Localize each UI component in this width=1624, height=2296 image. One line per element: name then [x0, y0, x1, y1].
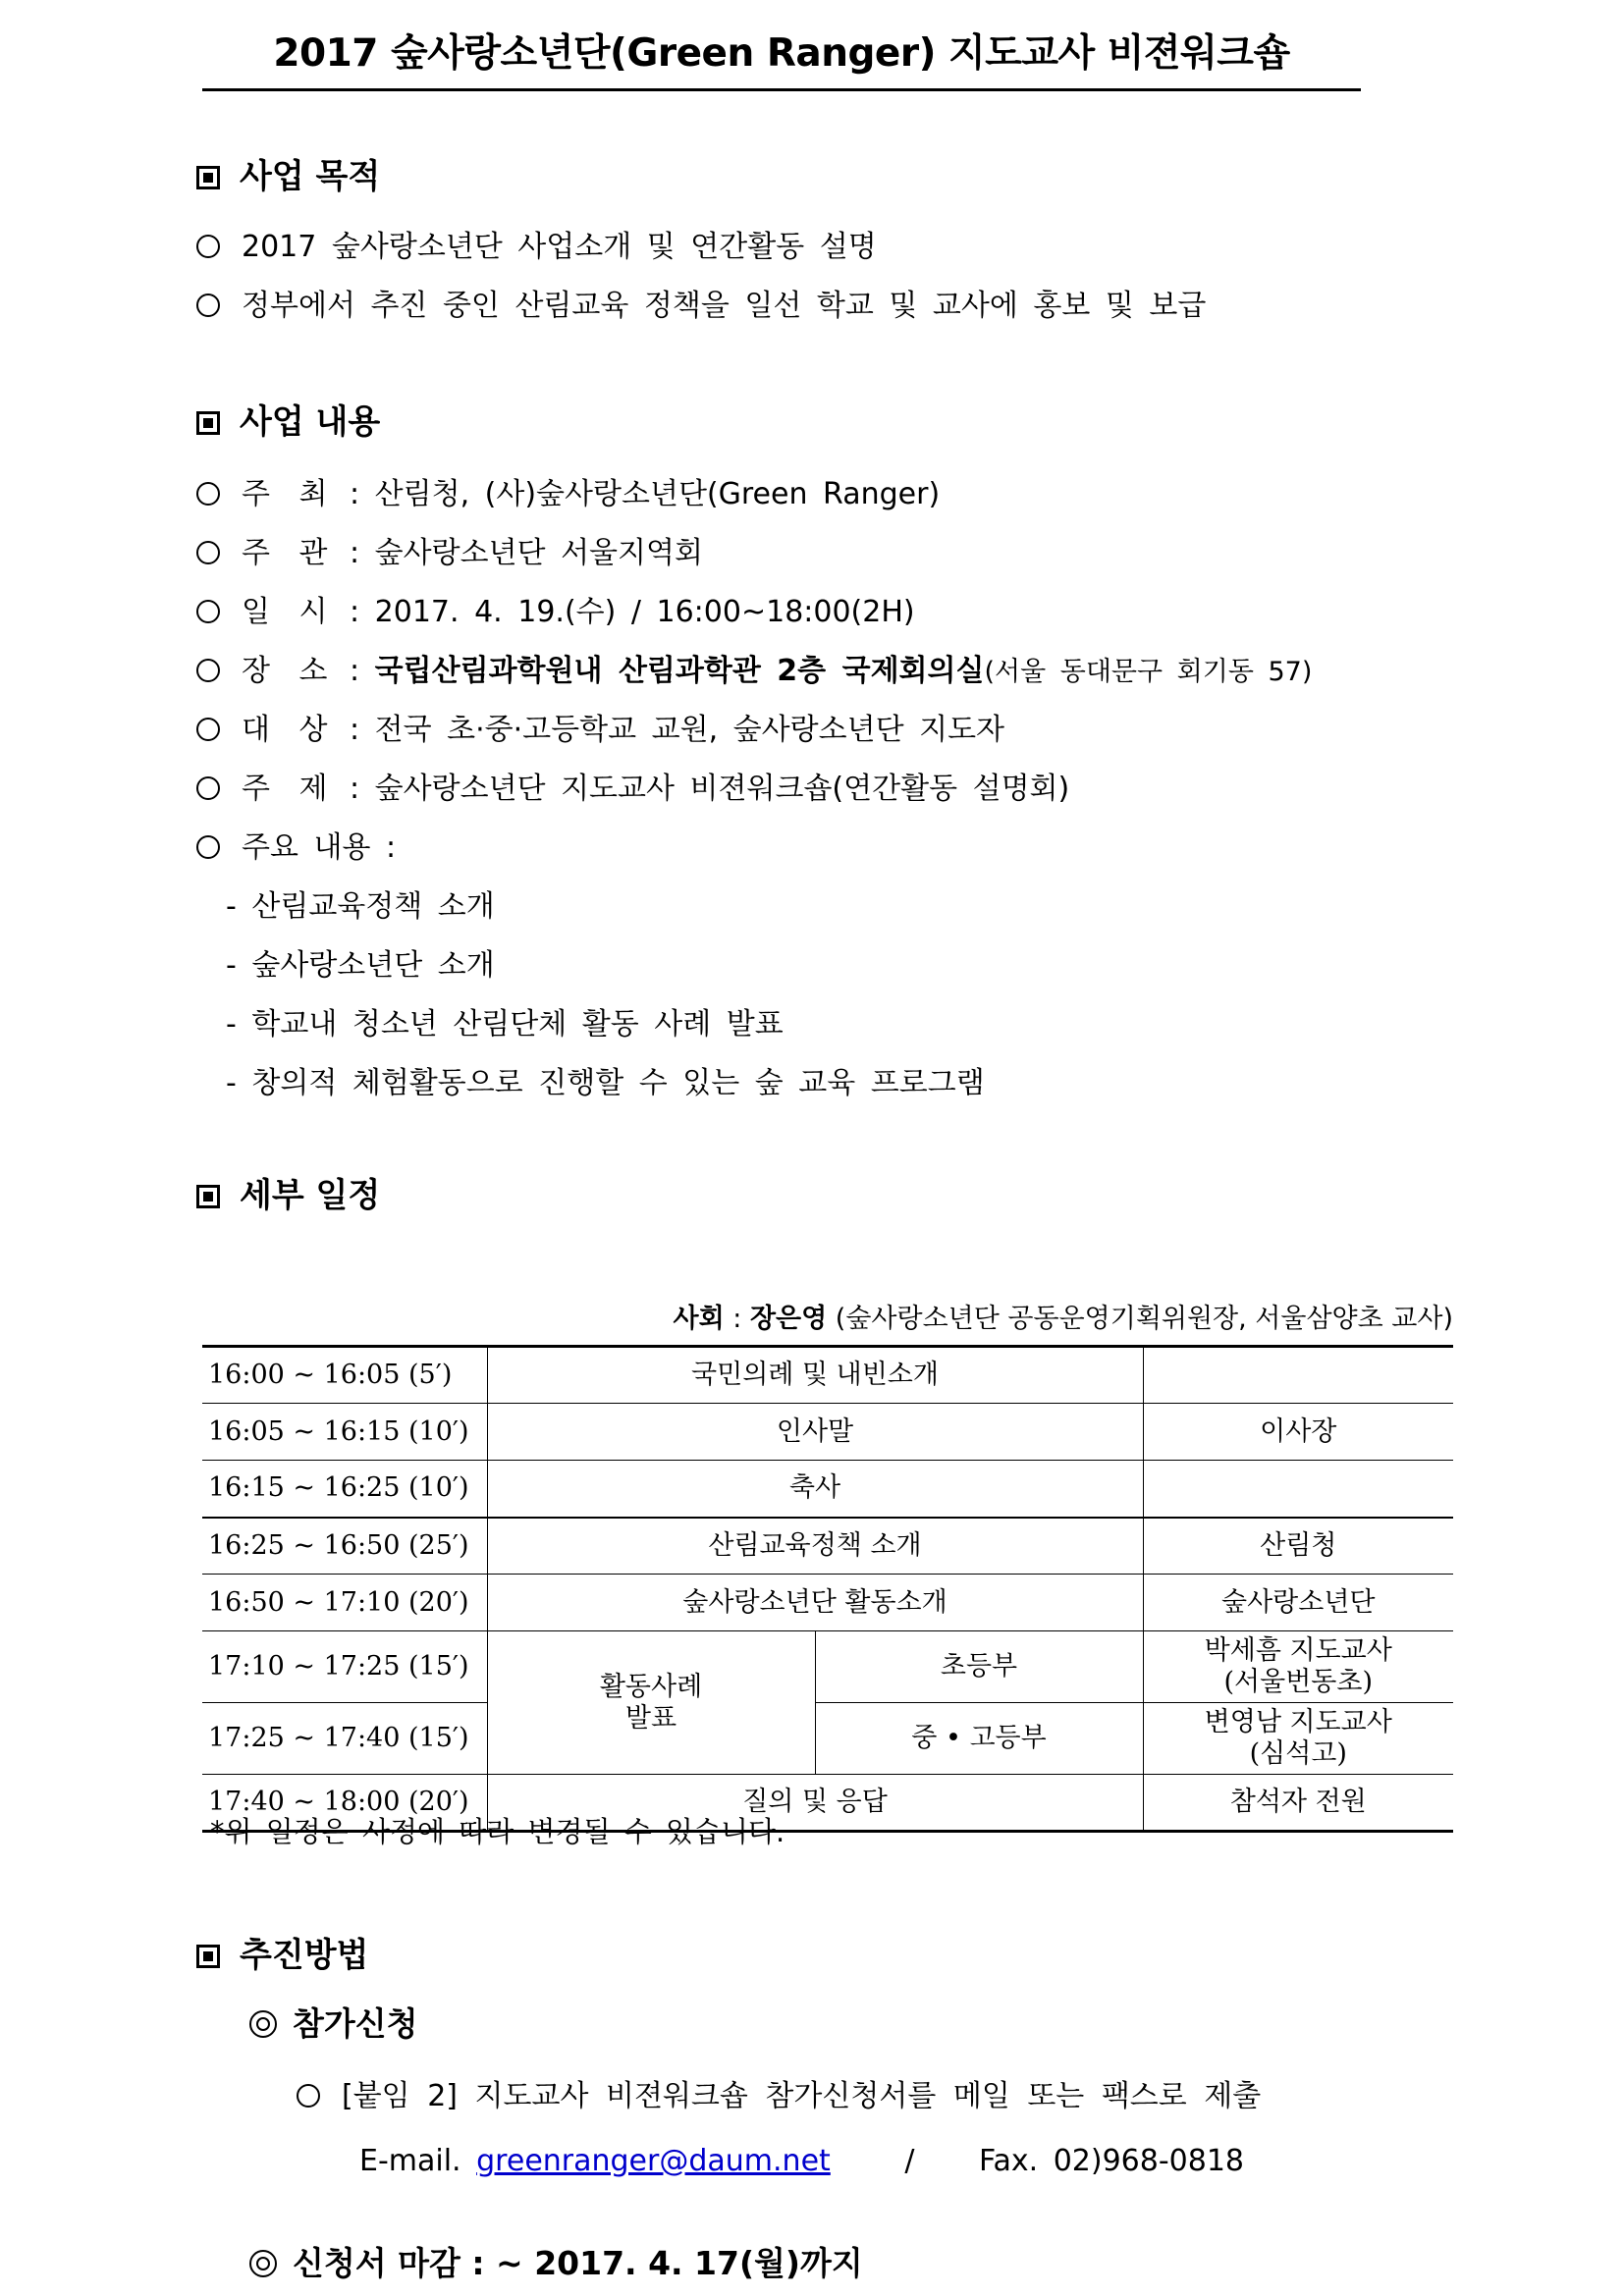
content-main-item-4: - 창의적 체험활동으로 진행할 수 있는 숲 교육 프로그램 — [226, 1066, 985, 1100]
section-purpose — [196, 155, 380, 198]
section-purpose-heading: 사업 목적 — [240, 157, 381, 196]
content-main-item-1: - 산림교육정책 소개 — [226, 889, 495, 924]
section-method-heading: 추진방법 — [240, 1936, 369, 1975]
table-row: 17:25 ~ 17:40 (15′) 중 • 고등부 변영남 지도교사 (심석고) — [202, 1703, 1453, 1775]
circle-bullet-icon — [196, 235, 220, 258]
circle-bullet-icon — [196, 600, 220, 623]
section-method — [196, 1934, 368, 1977]
circle-bullet-icon — [196, 294, 220, 317]
email-link[interactable]: greenranger@daum.net — [476, 2144, 831, 2178]
square-bullet-icon — [196, 1185, 220, 1208]
content-organizer: 주 관 : 숲사랑소년단 서울지역회 — [196, 532, 703, 575]
square-bullet-icon — [196, 411, 220, 435]
circle-bullet-icon — [196, 482, 220, 506]
circle-bullet-icon — [297, 2084, 320, 2108]
square-bullet-icon — [196, 166, 220, 189]
section-schedule — [196, 1174, 380, 1217]
table-row: 16:50 ~ 17:10 (20′) 숲사랑소년단 활동소개 숲사랑소년단 — [202, 1575, 1453, 1631]
table-row: 16:25 ~ 16:50 (25′) 산림교육정책 소개 산림청 — [202, 1518, 1453, 1575]
schedule-block — [202, 1300, 1453, 1817]
apply-item: [붙임 2] 지도교사 비젼워크숍 참가신청서를 메일 또는 팩스로 제출 — [297, 2075, 1261, 2118]
table-row: 16:15 ~ 16:25 (10′) 축사 — [202, 1461, 1453, 1518]
circle-bullet-icon — [196, 835, 220, 859]
moderator-line: 사회 : 장은영 (숲사랑소년단 공동운영기획위원장, 서울삼양초 교사) — [673, 1304, 1453, 1334]
circle-bullet-icon — [196, 776, 220, 800]
double-circle-icon — [249, 2010, 277, 2038]
content-theme: 주 제 : 숲사랑소년단 지도교사 비젼워크숍(연간활동 설명회) — [196, 768, 1069, 811]
purpose-item-1: 2017 숲사랑소년단 사업소개 및 연간활동 설명 — [196, 226, 877, 269]
content-main-item-3: - 학교내 청소년 산림단체 활동 사례 발표 — [226, 1007, 784, 1041]
circle-bullet-icon — [196, 718, 220, 741]
circle-bullet-icon — [196, 659, 220, 682]
section-content — [196, 400, 380, 444]
double-circle-icon — [249, 2250, 277, 2277]
table-row: 16:05 ~ 16:15 (10′) 인사말 이사장 — [202, 1404, 1453, 1461]
deadline-line: 신청서 마감 : ~ 2017. 4. 17(월)까지 — [249, 2242, 863, 2285]
section-content-heading: 사업 내용 — [240, 402, 381, 442]
activity-group-cell: 활동사례 발표 — [487, 1631, 815, 1775]
table-row: 17:10 ~ 17:25 (15′) 활동사례 발표 초등부 박세흠 지도교사 (서울번동초) — [202, 1631, 1453, 1703]
apply-heading: 참가신청 — [249, 2002, 418, 2046]
title-underline — [202, 88, 1361, 91]
section-schedule-heading: 세부 일정 — [240, 1176, 381, 1215]
content-main-item-2: - 숲사랑소년단 소개 — [226, 948, 495, 983]
purpose-item-2: 정부에서 추진 중인 산림교육 정책을 일선 학교 및 교사에 홍보 및 보급 — [196, 285, 1206, 328]
table-row: 17:40 ~ 18:00 (20′) 질의 및 응답 참석자 전원 — [202, 1775, 1453, 1832]
content-host: 주 최 : 산림청, (사)숲사랑소년단(Green Ranger) — [196, 473, 940, 516]
content-main-label: 주요 내용 : — [196, 827, 396, 870]
square-bullet-icon — [196, 1945, 220, 1968]
circle-bullet-icon — [196, 541, 220, 564]
document-title: 2017 숲사랑소년단(Green Ranger) 지도교사 비젼워크숍 — [273, 31, 1290, 76]
content-date: 일 시 : 2017. 4. 19.(수) / 16:00~18:00(2H) — [196, 591, 915, 634]
schedule-note: *위 일정은 사정에 따라 변경될 수 있습니다. — [210, 1815, 785, 1848]
schedule-table — [202, 1345, 1453, 1833]
table-row: 16:00 ~ 16:05 (5′) 국민의례 및 내빈소개 — [202, 1347, 1453, 1404]
content-venue: 장 소 : 국립산림과학원내 산림과학관 2층 국제회의실(서울 동대문구 회기동 57) — [196, 650, 1312, 694]
content-target: 대 상 : 전국 초·중·고등학교 교원, 숲사랑소년단 지도자 — [196, 709, 1004, 752]
contact-line: E-mail. greenranger@daum.net / Fax. 02)968-0818 — [359, 2144, 1245, 2178]
